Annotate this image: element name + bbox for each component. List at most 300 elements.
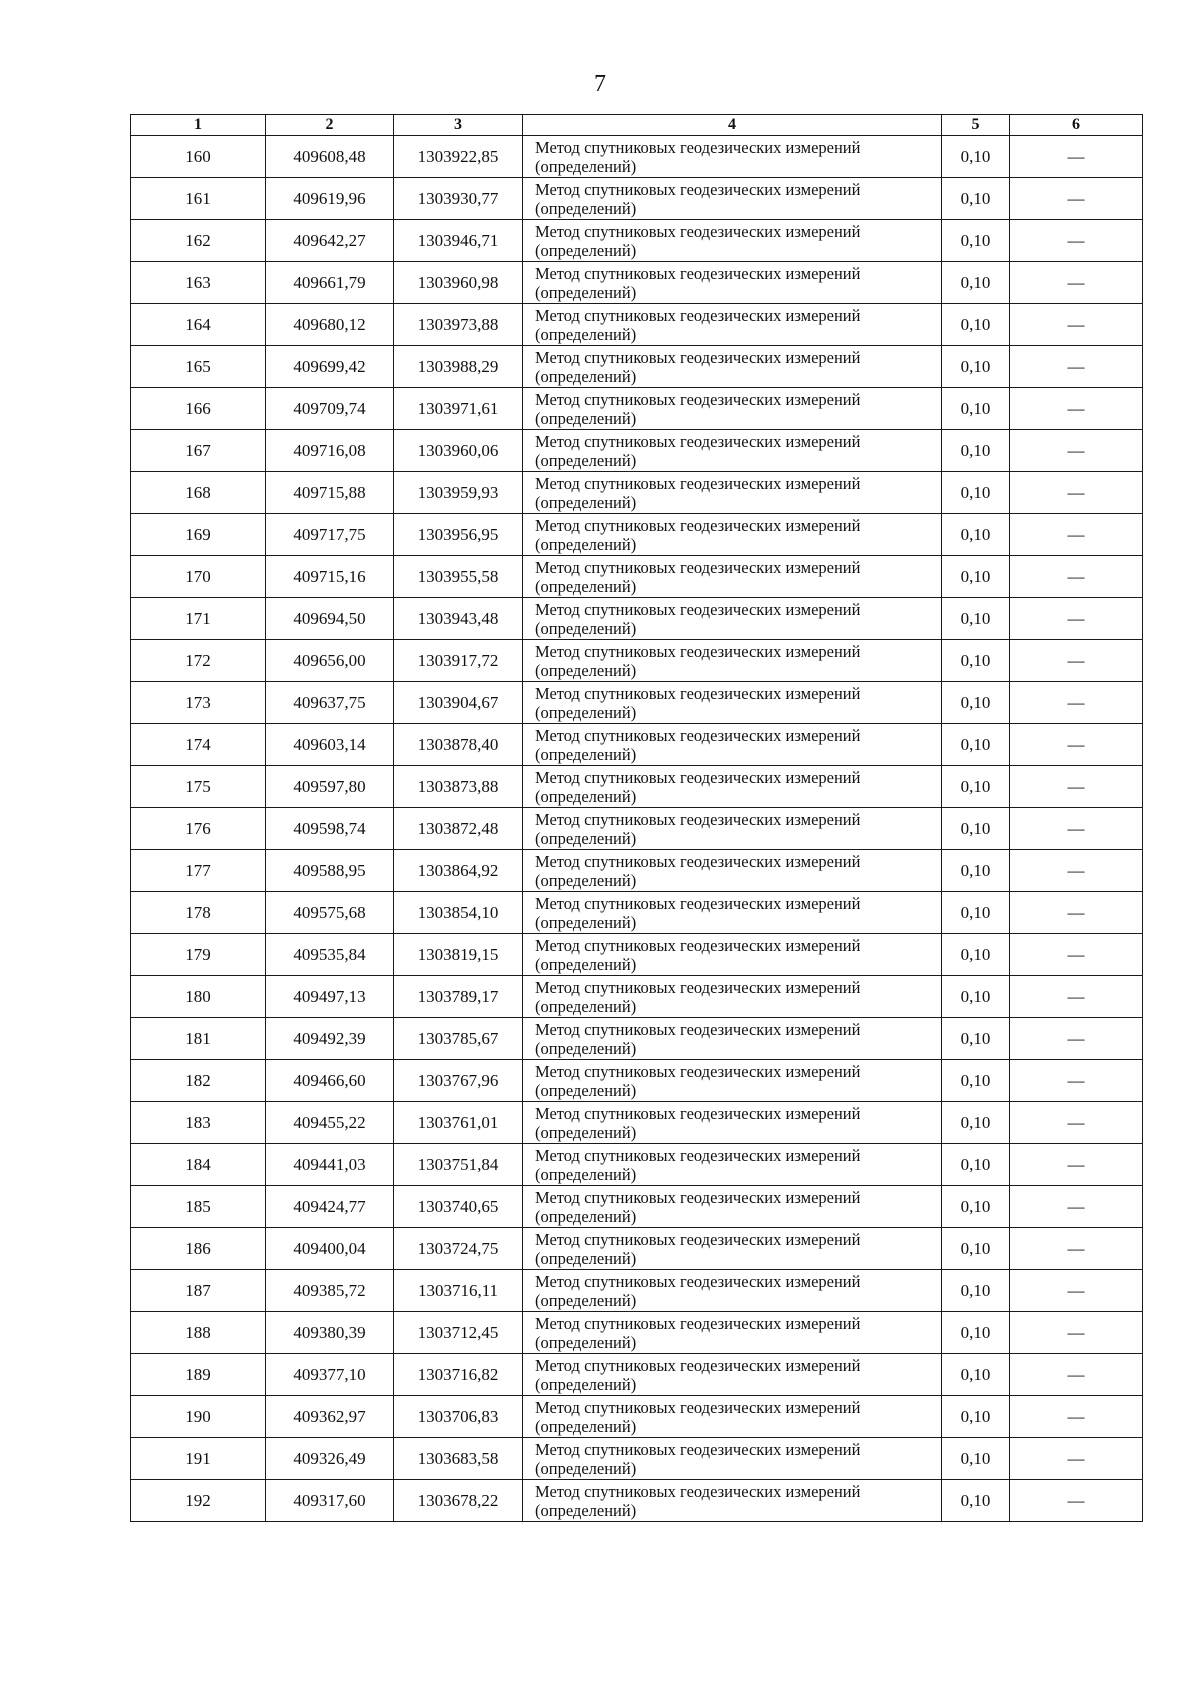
y-coordinate-cell: 1303706,83: [394, 1396, 523, 1438]
method-text-line2: (определений): [535, 408, 637, 428]
method-cell: [523, 640, 942, 682]
point-number-cell: 189: [131, 1354, 266, 1396]
x-coordinate-cell: 409400,04: [266, 1228, 394, 1270]
point-number-cell: 163: [131, 262, 266, 304]
method-text-line2: (определений): [535, 618, 637, 638]
point-number-cell: 172: [131, 640, 266, 682]
point-number-cell: 187: [131, 1270, 266, 1312]
method-text-line2: (определений): [535, 576, 637, 596]
note-cell: —: [1010, 514, 1143, 556]
table-row: [131, 766, 1143, 808]
note-cell: —: [1010, 388, 1143, 430]
note-cell: —: [1010, 346, 1143, 388]
note-cell: —: [1010, 640, 1143, 682]
x-coordinate-cell: 409535,84: [266, 934, 394, 976]
method-text-line2: (определений): [535, 912, 637, 932]
y-coordinate-cell: 1303971,61: [394, 388, 523, 430]
method-text-line2: (определений): [535, 786, 637, 806]
accuracy-cell: 0,10: [942, 1354, 1010, 1396]
accuracy-cell: 0,10: [942, 178, 1010, 220]
method-cell: [523, 430, 942, 472]
method-text-line2: (определений): [535, 324, 637, 344]
x-coordinate-cell: 409608,48: [266, 136, 394, 178]
y-coordinate-cell: 1303955,58: [394, 556, 523, 598]
y-coordinate-cell: 1303854,10: [394, 892, 523, 934]
accuracy-cell: 0,10: [942, 1060, 1010, 1102]
x-coordinate-cell: 409575,68: [266, 892, 394, 934]
y-coordinate-cell: 1303767,96: [394, 1060, 523, 1102]
accuracy-cell: 0,10: [942, 976, 1010, 1018]
method-cell: [523, 892, 942, 934]
method-text-line2: (определений): [535, 1248, 637, 1268]
method-cell: [523, 724, 942, 766]
method-text-line2: (определений): [535, 1038, 637, 1058]
point-number-cell: 171: [131, 598, 266, 640]
accuracy-cell: 0,10: [942, 808, 1010, 850]
x-coordinate-cell: 409598,74: [266, 808, 394, 850]
note-cell: —: [1010, 430, 1143, 472]
note-cell: —: [1010, 1312, 1143, 1354]
method-text-line1: Метод спутниковых геодезических измерений: [535, 1187, 861, 1207]
point-number-cell: 178: [131, 892, 266, 934]
note-cell: —: [1010, 724, 1143, 766]
method-cell: [523, 388, 942, 430]
method-cell: [523, 136, 942, 178]
x-coordinate-cell: 409466,60: [266, 1060, 394, 1102]
table-row: [131, 724, 1143, 766]
method-text-line2: (определений): [535, 1080, 637, 1100]
method-text-line1: Метод спутниковых геодезических измерений: [535, 557, 861, 577]
y-coordinate-cell: 1303789,17: [394, 976, 523, 1018]
table-row: [131, 1144, 1143, 1186]
table-row: [131, 1438, 1143, 1480]
method-text-line2: (определений): [535, 240, 637, 260]
table-row: [131, 850, 1143, 892]
x-coordinate-cell: 409385,72: [266, 1270, 394, 1312]
method-text-line1: Метод спутниковых геодезических измерений: [535, 347, 861, 367]
method-cell: [523, 766, 942, 808]
method-cell: [523, 262, 942, 304]
method-cell: [523, 1354, 942, 1396]
note-cell: —: [1010, 892, 1143, 934]
method-cell: [523, 1228, 942, 1270]
method-text-line1: Метод спутниковых геодезических измерений: [535, 1355, 861, 1375]
y-coordinate-cell: 1303716,82: [394, 1354, 523, 1396]
y-coordinate-cell: 1303878,40: [394, 724, 523, 766]
note-cell: —: [1010, 136, 1143, 178]
point-number-cell: 185: [131, 1186, 266, 1228]
y-coordinate-cell: 1303946,71: [394, 220, 523, 262]
accuracy-cell: 0,10: [942, 598, 1010, 640]
table-row: [131, 220, 1143, 262]
point-number-cell: 184: [131, 1144, 266, 1186]
method-text-line1: Метод спутниковых геодезических измерений: [535, 221, 861, 241]
point-number-cell: 167: [131, 430, 266, 472]
table-row: [131, 136, 1143, 178]
method-cell: [523, 1186, 942, 1228]
method-text-line2: (определений): [535, 282, 637, 302]
method-text-line1: Метод спутниковых геодезических измерений: [535, 1145, 861, 1165]
x-coordinate-cell: 409642,27: [266, 220, 394, 262]
table-row: [131, 1312, 1143, 1354]
column-header-method: 4: [523, 115, 942, 136]
table-row: [131, 1354, 1143, 1396]
accuracy-cell: 0,10: [942, 346, 1010, 388]
table-row: [131, 346, 1143, 388]
method-cell: [523, 976, 942, 1018]
method-text-line1: Метод спутниковых геодезических измерений: [535, 1229, 861, 1249]
method-text-line1: Метод спутниковых геодезических измерений: [535, 809, 861, 829]
method-text-line2: (определений): [535, 1458, 637, 1478]
method-text-line2: (определений): [535, 1122, 637, 1142]
y-coordinate-cell: 1303960,98: [394, 262, 523, 304]
y-coordinate-cell: 1303683,58: [394, 1438, 523, 1480]
x-coordinate-cell: 409597,80: [266, 766, 394, 808]
method-cell: [523, 1480, 942, 1522]
point-number-cell: 190: [131, 1396, 266, 1438]
x-coordinate-cell: 409326,49: [266, 1438, 394, 1480]
method-text-line2: (определений): [535, 996, 637, 1016]
accuracy-cell: 0,10: [942, 556, 1010, 598]
note-cell: —: [1010, 220, 1143, 262]
method-text-line2: (определений): [535, 954, 637, 974]
method-cell: [523, 1438, 942, 1480]
method-text-line2: (определений): [535, 828, 637, 848]
method-cell: [523, 346, 942, 388]
accuracy-cell: 0,10: [942, 640, 1010, 682]
method-text-line1: Метод спутниковых геодезических измерений: [535, 1397, 861, 1417]
point-number-cell: 174: [131, 724, 266, 766]
note-cell: —: [1010, 1480, 1143, 1522]
x-coordinate-cell: 409380,39: [266, 1312, 394, 1354]
column-header-accuracy: 5: [942, 115, 1010, 136]
accuracy-cell: 0,10: [942, 304, 1010, 346]
point-number-cell: 165: [131, 346, 266, 388]
y-coordinate-cell: 1303973,88: [394, 304, 523, 346]
method-cell: [523, 934, 942, 976]
y-coordinate-cell: 1303917,72: [394, 640, 523, 682]
point-number-cell: 179: [131, 934, 266, 976]
x-coordinate-cell: 409694,50: [266, 598, 394, 640]
point-number-cell: 188: [131, 1312, 266, 1354]
y-coordinate-cell: 1303873,88: [394, 766, 523, 808]
method-text-line2: (определений): [535, 744, 637, 764]
note-cell: —: [1010, 682, 1143, 724]
accuracy-cell: 0,10: [942, 1102, 1010, 1144]
method-text-line2: (определений): [535, 534, 637, 554]
x-coordinate-cell: 409619,96: [266, 178, 394, 220]
point-number-cell: 180: [131, 976, 266, 1018]
method-text-line2: (определений): [535, 702, 637, 722]
note-cell: —: [1010, 262, 1143, 304]
accuracy-cell: 0,10: [942, 1144, 1010, 1186]
note-cell: —: [1010, 1228, 1143, 1270]
method-text-line1: Метод спутниковых геодезических измерений: [535, 893, 861, 913]
y-coordinate-cell: 1303960,06: [394, 430, 523, 472]
method-text-line1: Метод спутниковых геодезических измерений: [535, 515, 861, 535]
accuracy-cell: 0,10: [942, 472, 1010, 514]
point-number-cell: 173: [131, 682, 266, 724]
x-coordinate-cell: 409637,75: [266, 682, 394, 724]
accuracy-cell: 0,10: [942, 388, 1010, 430]
note-cell: —: [1010, 1102, 1143, 1144]
table-row: [131, 1480, 1143, 1522]
note-cell: —: [1010, 1438, 1143, 1480]
x-coordinate-cell: 409492,39: [266, 1018, 394, 1060]
table-row: [131, 1228, 1143, 1270]
method-cell: [523, 850, 942, 892]
point-number-cell: 175: [131, 766, 266, 808]
table-row: [131, 388, 1143, 430]
table-row: [131, 556, 1143, 598]
method-cell: [523, 598, 942, 640]
y-coordinate-cell: 1303716,11: [394, 1270, 523, 1312]
x-coordinate-cell: 409715,88: [266, 472, 394, 514]
method-text-line2: (определений): [535, 1500, 637, 1520]
table-row: [131, 892, 1143, 934]
method-text-line1: Метод спутниковых геодезических измерений: [535, 599, 861, 619]
x-coordinate-cell: 409661,79: [266, 262, 394, 304]
method-cell: [523, 220, 942, 262]
point-number-cell: 186: [131, 1228, 266, 1270]
method-text-line1: Метод спутниковых геодезических измерений: [535, 725, 861, 745]
point-number-cell: 166: [131, 388, 266, 430]
note-cell: —: [1010, 598, 1143, 640]
method-text-line1: Метод спутниковых геодезических измерений: [535, 1271, 861, 1291]
point-number-cell: 183: [131, 1102, 266, 1144]
table-row: [131, 1102, 1143, 1144]
method-cell: [523, 1396, 942, 1438]
accuracy-cell: 0,10: [942, 136, 1010, 178]
method-text-line1: Метод спутниковых геодезических измерений: [535, 1481, 861, 1501]
x-coordinate-cell: 409497,13: [266, 976, 394, 1018]
y-coordinate-cell: 1303930,77: [394, 178, 523, 220]
table-row: [131, 808, 1143, 850]
y-coordinate-cell: 1303724,75: [394, 1228, 523, 1270]
table-row: [131, 1060, 1143, 1102]
x-coordinate-cell: 409717,75: [266, 514, 394, 556]
accuracy-cell: 0,10: [942, 1018, 1010, 1060]
method-cell: [523, 556, 942, 598]
method-text-line2: (определений): [535, 1206, 637, 1226]
method-text-line1: Метод спутниковых геодезических измерений: [535, 1103, 861, 1123]
note-cell: —: [1010, 556, 1143, 598]
accuracy-cell: 0,10: [942, 724, 1010, 766]
point-number-cell: 169: [131, 514, 266, 556]
table-row: [131, 640, 1143, 682]
x-coordinate-cell: 409362,97: [266, 1396, 394, 1438]
note-cell: —: [1010, 178, 1143, 220]
method-text-line2: (определений): [535, 1374, 637, 1394]
method-text-line1: Метод спутниковых геодезических измерений: [535, 431, 861, 451]
accuracy-cell: 0,10: [942, 430, 1010, 472]
note-cell: —: [1010, 766, 1143, 808]
accuracy-cell: 0,10: [942, 1228, 1010, 1270]
note-cell: —: [1010, 934, 1143, 976]
x-coordinate-cell: 409709,74: [266, 388, 394, 430]
table-row: [131, 976, 1143, 1018]
method-text-line2: (определений): [535, 870, 637, 890]
table-header-row: [131, 115, 1143, 136]
y-coordinate-cell: 1303988,29: [394, 346, 523, 388]
note-cell: —: [1010, 976, 1143, 1018]
y-coordinate-cell: 1303678,22: [394, 1480, 523, 1522]
point-number-cell: 160: [131, 136, 266, 178]
method-text-line2: (определений): [535, 1416, 637, 1436]
point-number-cell: 182: [131, 1060, 266, 1102]
method-text-line1: Метод спутниковых геодезических измерений: [535, 1061, 861, 1081]
note-cell: —: [1010, 1270, 1143, 1312]
point-number-cell: 170: [131, 556, 266, 598]
accuracy-cell: 0,10: [942, 850, 1010, 892]
method-text-line1: Метод спутниковых геодезических измерений: [535, 473, 861, 493]
point-number-cell: 161: [131, 178, 266, 220]
method-cell: [523, 178, 942, 220]
method-cell: [523, 808, 942, 850]
page-number: 7: [594, 71, 606, 97]
x-coordinate-cell: 409680,12: [266, 304, 394, 346]
table-row: [131, 934, 1143, 976]
y-coordinate-cell: 1303959,93: [394, 472, 523, 514]
method-text-line2: (определений): [535, 156, 637, 176]
x-coordinate-cell: 409377,10: [266, 1354, 394, 1396]
point-number-cell: 162: [131, 220, 266, 262]
table-row: [131, 1186, 1143, 1228]
accuracy-cell: 0,10: [942, 220, 1010, 262]
accuracy-cell: 0,10: [942, 1270, 1010, 1312]
accuracy-cell: 0,10: [942, 934, 1010, 976]
method-text-line1: Метод спутниковых геодезических измерений: [535, 977, 861, 997]
method-text-line1: Метод спутниковых геодезических измерений: [535, 179, 861, 199]
table-row: [131, 1018, 1143, 1060]
method-text-line2: (определений): [535, 198, 637, 218]
accuracy-cell: 0,10: [942, 1396, 1010, 1438]
method-cell: [523, 514, 942, 556]
method-text-line1: Метод спутниковых геодезических измерений: [535, 851, 861, 871]
point-number-cell: 181: [131, 1018, 266, 1060]
method-text-line1: Метод спутниковых геодезических измерений: [535, 1313, 861, 1333]
column-header-point-number: 1: [131, 115, 266, 136]
point-number-cell: 164: [131, 304, 266, 346]
column-header-y: 3: [394, 115, 523, 136]
accuracy-cell: 0,10: [942, 682, 1010, 724]
method-text-line2: (определений): [535, 1332, 637, 1352]
y-coordinate-cell: 1303922,85: [394, 136, 523, 178]
note-cell: —: [1010, 1144, 1143, 1186]
table-row: [131, 178, 1143, 220]
method-text-line1: Метод спутниковых геодезических измерений: [535, 935, 861, 955]
method-cell: [523, 1102, 942, 1144]
note-cell: —: [1010, 1354, 1143, 1396]
x-coordinate-cell: 409441,03: [266, 1144, 394, 1186]
x-coordinate-cell: 409656,00: [266, 640, 394, 682]
accuracy-cell: 0,10: [942, 1480, 1010, 1522]
method-text-line1: Метод спутниковых геодезических измерений: [535, 641, 861, 661]
method-text-line1: Метод спутниковых геодезических измерений: [535, 1019, 861, 1039]
table-row: [131, 262, 1143, 304]
method-text-line2: (определений): [535, 492, 637, 512]
y-coordinate-cell: 1303956,95: [394, 514, 523, 556]
y-coordinate-cell: 1303740,65: [394, 1186, 523, 1228]
table-body: [131, 136, 1143, 1522]
table-row: [131, 1270, 1143, 1312]
point-number-cell: 168: [131, 472, 266, 514]
note-cell: —: [1010, 808, 1143, 850]
accuracy-cell: 0,10: [942, 892, 1010, 934]
method-cell: [523, 1018, 942, 1060]
note-cell: —: [1010, 1396, 1143, 1438]
accuracy-cell: 0,10: [942, 766, 1010, 808]
method-cell: [523, 682, 942, 724]
point-number-cell: 191: [131, 1438, 266, 1480]
table-row: [131, 682, 1143, 724]
accuracy-cell: 0,10: [942, 1312, 1010, 1354]
x-coordinate-cell: 409699,42: [266, 346, 394, 388]
table-row: [131, 1396, 1143, 1438]
x-coordinate-cell: 409716,08: [266, 430, 394, 472]
method-text-line2: (определений): [535, 1164, 637, 1184]
column-header-x: 2: [266, 115, 394, 136]
method-text-line2: (определений): [535, 660, 637, 680]
table-row: [131, 304, 1143, 346]
method-text-line1: Метод спутниковых геодезических измерений: [535, 389, 861, 409]
y-coordinate-cell: 1303864,92: [394, 850, 523, 892]
note-cell: —: [1010, 1186, 1143, 1228]
method-text-line2: (определений): [535, 450, 637, 470]
method-cell: [523, 1312, 942, 1354]
column-header-note: 6: [1010, 115, 1143, 136]
method-cell: [523, 472, 942, 514]
method-text-line2: (определений): [535, 1290, 637, 1310]
y-coordinate-cell: 1303712,45: [394, 1312, 523, 1354]
method-cell: [523, 1270, 942, 1312]
method-text-line1: Метод спутниковых геодезических измерений: [535, 1439, 861, 1459]
accuracy-cell: 0,10: [942, 514, 1010, 556]
table-row: [131, 598, 1143, 640]
method-text-line1: Метод спутниковых геодезических измерений: [535, 263, 861, 283]
note-cell: —: [1010, 304, 1143, 346]
y-coordinate-cell: 1303872,48: [394, 808, 523, 850]
note-cell: —: [1010, 850, 1143, 892]
point-number-cell: 177: [131, 850, 266, 892]
x-coordinate-cell: 409588,95: [266, 850, 394, 892]
method-text-line1: Метод спутниковых геодезических измерений: [535, 683, 861, 703]
table-row: [131, 430, 1143, 472]
method-cell: [523, 1060, 942, 1102]
note-cell: —: [1010, 1018, 1143, 1060]
x-coordinate-cell: 409715,16: [266, 556, 394, 598]
x-coordinate-cell: 409424,77: [266, 1186, 394, 1228]
x-coordinate-cell: 409455,22: [266, 1102, 394, 1144]
accuracy-cell: 0,10: [942, 1438, 1010, 1480]
table-row: [131, 472, 1143, 514]
method-text-line2: (определений): [535, 366, 637, 386]
table-row: [131, 514, 1143, 556]
method-text-line1: Метод спутниковых геодезических измерений: [535, 305, 861, 325]
note-cell: —: [1010, 1060, 1143, 1102]
x-coordinate-cell: 409603,14: [266, 724, 394, 766]
accuracy-cell: 0,10: [942, 1186, 1010, 1228]
y-coordinate-cell: 1303751,84: [394, 1144, 523, 1186]
method-text-line1: Метод спутниковых геодезических измерений: [535, 137, 861, 157]
method-cell: [523, 304, 942, 346]
method-text-line1: Метод спутниковых геодезических измерений: [535, 767, 861, 787]
point-number-cell: 176: [131, 808, 266, 850]
point-number-cell: 192: [131, 1480, 266, 1522]
method-cell: [523, 1144, 942, 1186]
y-coordinate-cell: 1303761,01: [394, 1102, 523, 1144]
coordinates-table: [130, 114, 1143, 1522]
